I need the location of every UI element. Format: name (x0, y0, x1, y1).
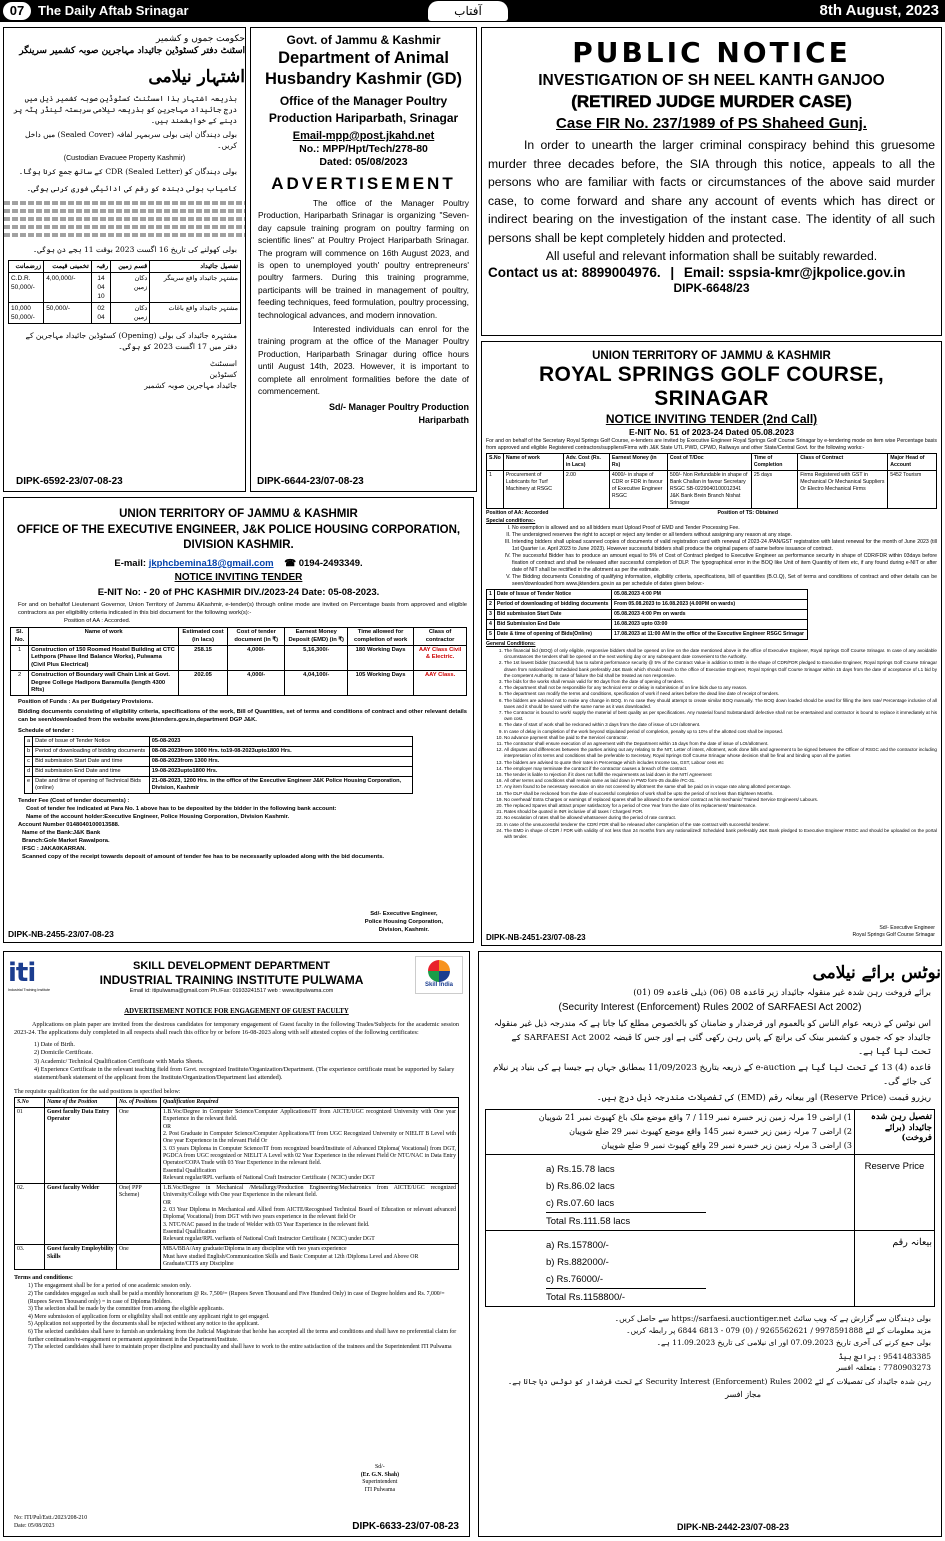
ad1-heading: اشتہار نیلامی (148, 67, 245, 87)
ad4-posaa: Position of AA: Accorded (486, 510, 549, 516)
ad6-title2: INDUSTRIAL TRAINING INSTITUTE PULWAMA (99, 973, 364, 987)
ad3-contact: Contact us at: 8899004976. (488, 265, 661, 280)
iti-pulwama-ad: iti Industrial Training Institute SKILL DEVELOPMENT DEPARTMENT INDUSTRIAL TRAINING INSTITUTE PULWAMA Email id: itipulwama@gmail.com Ph./Fax: 01933241517 web : www.itipulwama.com Skill India ADVERTISEMENT NOTICE FOR ENGAGEMENT OF GUEST FACULTY Applications on plain paper are invited from the desirous candidates for temporary engagement of Guest faculty in the following Trades/Subjects for the academic session 2023-24. The applications duly completed in all respects shall reach this office by or before 16-08-2023 along with self attested copies of the following certificates: 1) Date of Birth. 2) Domicile Certificate. 3) Academic/ Technical Qualification Certificate with Marks Sheets. 4) Experience Certificate in the relevant teaching field from Govt. recognized Institute/Organization/Department. (The experience certificate must be supported by Salary statement/bank statement of the applicant from the Institute/Organization/Department last attended). The requisite qualification for the said positions is specified below: S.No Name of the Position No. of Positions Qualification Required 01 Guest faculty Data Entry Operator One 1.B.Voc/Degree in Computer Science/Computer Applications/IT from AICTE/UGC recognized University with One year Experience in the relevant field. OR 2. Post Graduate in Computer Science/Computer Applications/IT from UGC Recognized University or NIELIT B Level with One year Experience in the relevant Field Or 3. 03 years Diploma in Computer Science/IT from recognized board/Institute of Advanced Diploma( Vocational) from DGT, PGDCA from UGC recognized or NIELIT A Level with 02 Year Experience in the relevant Field Or NTC/NAC in Data Entry Operator/COPA Trade with 03 Year Experience in the relevant field. Essential Qualification Relevant regular/RPL varfiants of National Craft Instructor Certificate ( NCIC) under DGT 02. Guest faculty Welder One( PPP Scheme) 1.B.Voc/Degree in Mechanical /Metallurgy/Production Engineering/Mechatronics from AICTE/UGC recognized University/College with One year Experience in the relevant field. OR 2. 03 Year Diploma in Mechanical and Allied from AICTE/Recognised Technical Board of Education or relevant advanced Diploma( Vocational) from DGT with two years experience in the relevant field Or 3. NTC/NAC passed in the trade of Welder with 03 Year Experience in the relevant field. Essential Qualification Relevant regular/RPL varfiants of National Craft Instructor Certificate ( NCIC) under DGT 03. Guest faculty Employbility Skills One MBA/BBA/Any graduate/Diploma in any discipline with two years experience Must have studied English/Communication Skills and Basic Computer at 12th /Diploma Level and Above OR Graduate/CITS any Discipline Terms and conditions: 1) The engagement shall be for a period of one academic session only. 2) The candidates engaged as such shall be paid a monthly honorarium @ Rs. 7,500/= (Rupees Seven Thousand and Five Hundred Only) in case of Degree holders and Rs. 7,000/= (Rupees Seven Thousand only) = in case of Diploma Holders. 3) The selection shall be made by the committee from among the eligible applicants. 4) Mere submission of application form or eligibility shall not entitle any applicant right to get engaged. 5) Application not supported by the documents shall be rejected without any notice to the applicant. 6) The selected candidates shall have to furnish an undertaking from the Judicial Magistrate that he/she has accepted all the terms and conditions and shall have no preferential claim for further continuation/re-engagement or permanent appointment in the Department/Institute. 7) The selected candidates shall have to maintain proper discipline and punctuality and shall have to work to the entire satisfaction of the trainees and the Superintendent ITI Pulwama Sd/- (Er. G.N. Shah) Superintendent ITI Pulwama No: ITI/Pul/Estt./2023/208-210 Date: 05/08/2023 DIPK-6633-23/07-08-23 (3, 951, 470, 1537)
ad4-ut: UNION TERRITORY OF JAMMU & KASHMIR (592, 350, 831, 362)
ad4-table: S.No Name of work Adv. Cost (Rs. in Lacs) Earnest Money (in Rs) Cost of T/Doc Time of Completion Class of Contract Major Head of Account 1 Procurement of Lubricants for Turf Machinery at RSGC 2.00 4000/- in shape of CDR or FDR in favour of Executive Engineer RSGC 500/- Non Refundable in shape of Bank Challan in favour Secretary RSGC SB-0229040100012341 J&K Bank Brein Branch Nishat Srinagar 25 days Firms Registered with GST in Mechanical Or Mechanical Suppliers Or Electro Mechanical Firms 5452 Tourism (486, 453, 937, 509)
ad5-p4: Tender Fee (Cost of tender documents) : (18, 797, 130, 804)
ad5-funds: Position of Funds : As per Budgetary Provisions. (18, 699, 154, 706)
table-row: 4 Bid Submission End Date 16.08.2023 upto 03:00 (487, 620, 808, 630)
ad6-title1: SKILL DEVELOPMENT DEPARTMENT (133, 960, 330, 972)
ad2-p2: Interested individuals can enrol for the training program at the office of the Manager Poultry Production, Hariparbath Srinagar during office hours until August 14th, 2023. However, it is important to complete all enrolment formalities before the date of commencement. (258, 324, 469, 397)
ad1-sign1: اسسٹنٹ (210, 359, 237, 368)
ad5-sign1: Sd/- Executive Engineer, (370, 911, 438, 917)
ad7-p4: بولی دہندگان سے گزارش ہے کہ ویب سائٹ https://sarfaesi.auctiontiger.net سے حاصل کریں۔ (614, 1314, 931, 1323)
ad2-dept: Department of Animal Husbandry Kashmir (GD) (264, 49, 463, 88)
ad2-email: Email-mpp@post.jkahd.net (292, 130, 435, 142)
ad5-enit: E-NIT No: - 20 of PHC KASHMIR DIV./2023-24 Date: 05-08-2023. (97, 587, 380, 598)
ad4-enit: E-NIT No. 51 of 2023-24 Dated 05.08.2023 (629, 427, 794, 437)
table-row: 10,000 50,000/- 50,000/- 02 04 دکان زمین مشتہر جائیداد واقع باغات (9, 303, 241, 324)
ad1-intro: بذریعہ اشتہار ہذا اسسٹنٹ کسٹوڈین صوبہ کشمیر ذیل میں درج جائیداد مہاجرین کو بذریعہ نیلامی سربستہ ٹینڈر پٹہ پر دینے کے خواہشمند ہیں۔ (13, 94, 237, 125)
ad2-no: No.: MPP/Hpt/Tech/278-80 (299, 143, 428, 155)
ad7-heading: نوٹس برائے نیلامی (812, 963, 941, 983)
ad1-sign3: جائیداد مہاجرین صوبہ کشمیر (144, 381, 237, 390)
ad1-sign2: کسٹوڈین (209, 370, 237, 379)
ad3-email: Email: sspsia-kmr@jkpolice.gov.in (683, 265, 906, 280)
table-row: 1 Procurement of Lubricants for Turf Machinery at RSGC 2.00 4000/- in shape of CDR or FDR in favour of Executive Engineer RSGC 500/- Non Refundable in shape of Bank Challan in favour Secretary RSGC SB-0229040100012341 J&K Bank Brein Branch Nishat Srinagar 25 days Firms Registered with GST in Mechanical Or Mechanical Suppliers Or Electro Mechanical Firms 5452 Tourism (487, 471, 937, 509)
ad5-schedule (24, 736, 413, 794)
ad3-title: PUBLIC NOTICE (572, 36, 851, 69)
ad4-schedule (486, 589, 808, 640)
iti-logo: iti Industrial Training Institute (8, 958, 50, 992)
animal-husbandry-ad (250, 27, 477, 492)
ad1-p1: بولی دہندگان اپنی بولی سربمہر لفافہ (Sealed Cover) میں داخل کریں۔ (25, 130, 237, 150)
ad1-dipk: DIPK-6592-23/07-08-23 (16, 476, 123, 487)
ad5-ut: UNION TERRITORY OF JAMMU & KASHMIR (119, 508, 358, 520)
ad5-nit: NOTICE INVITING TENDER (174, 572, 303, 583)
ad1-p2: (Custodian Evacuee Property Kashmir) (63, 155, 186, 162)
ad6-terms: 1) The engagement shall be for a period of one academic session only. 2) The candidates engaged as such shall be paid a monthly honorarium @ Rs. 7,500/= (Rupees Seven Thousand and Five Hundred Only) in case of Degree holders and Rs. 7,000/= (Rupees Seven Thousand only) = in case of Diploma Holders. 3) The selection shall be made by the committee from among the eligible applicants. 4) Mere submission of application form or eligibility shall not entitle any applicant right to get engaged. 5) Application not supported by the documents shall be rejected without any notice to the applicant. 6) The selected candidates shall have to furnish an undertaking from the Judicial Magistrate that he/she has accepted all the terms and conditions and shall have no preferential claim for further continuation/re-engagement or permanent appointment in the Department/Institute. 7) The selected candidates shall have to maintain proper discipline and punctuality and shall have to work to the entire satisfaction of the trainees and the Superintendent ITI Pulwama (28, 1283, 457, 1351)
ad4-dipk: DIPK-NB-2451-23/07-08-23 (486, 933, 586, 942)
ad5-p3: Schedule of tender : (18, 727, 74, 734)
ad7-p2: قاعدہ (4) 13 کے تحت لیا گیا ہے e-auction کے ذریعہ بتاریخ 11/09/2023 بمطابق جہاں ہے جیسا ہے کی بنیاد پر نیلام کی جائے گی۔ (493, 1063, 931, 1087)
ad7-act: (Security Interest (Enforcement) Rules 2002 of SARFAESI Act 2002) (558, 1002, 862, 1013)
ad7-table (485, 1109, 935, 1307)
aftab-logo: آفتاب (428, 1, 508, 21)
ad2-dated: Dated: 05/08/2023 (319, 156, 408, 168)
table-row: 1 Construction of 150 Roomed Hostel Building at CTC Lethpora (Phase IInd Balance Works), Pulwama (Civil Plus Electrical) 258.15 4,000/- 5,16,300/- 180 Working Days AAY Class Civil & Electric. (11, 646, 467, 671)
ad5-intro: For and on behalfof Lieutenant Governor, Union Territory of Jammu &Kashmir, e-tender(s) through online mode are invited on Percentage basis from approved and eligible contractors as per eligibility criteria indicated in this bid document for the following work(s):- (18, 602, 467, 616)
ad2-govt: Govt. of Jammu & Kashmir (286, 33, 441, 47)
table-row: 02. Guest faculty Welder One( PPP Scheme) 1.B.Voc/Degree in Mechanical /Metallurgy/Production Engineering/Mechatronics from AICTE/UGC recognized University/College with One year Experience in the relevant field. OR 2. 03 Year Diploma in Mechanical and Allied from AICTE/Recognised Technical Board of Education or relevant advanced Diploma( Vocational) from DGT with two years experience in the relevant field Or 3. NTC/NAC passed in the trade of Welder with 03 Year Experience in the relevant field. Essential Qualification Relevant regular/RPL varfiants of National Craft Instructor Certificate ( NCIC) under DGT (15, 1184, 459, 1245)
ad1-title2: اسٹنٹ دفتر کسٹوڈین جائیداد مہاجرین صوبہ کشمیر سرینگر (19, 46, 245, 56)
ad7-dipk: DIPK-NB-2442-23/07-08-23 (677, 1522, 790, 1532)
skill-india-logo: Skill India (415, 956, 463, 994)
ad4-sign2: Royal Springs Golf Course Srinagar (852, 932, 935, 938)
table-row: c Bid submission Start Date and time 08-08-2023from 1300 Hrs. (25, 756, 413, 766)
ad6-dipk: DIPK-6633-23/07-08-23 (352, 1521, 459, 1532)
table-row: 2 Construction of Boundary wall Chain Link at Govt. Degree College Hadipora Baramulla (length 4300 Rfts) 202.05 4,000/- 4,04,100/- 105 Working Days AAY Class. (11, 671, 467, 696)
ad6-signatory: (Er. G.N. Shah) (360, 1471, 399, 1478)
custodian-auction-ad (3, 27, 246, 492)
ad7-p6: بولی جمع کرنے کی آخری تاریخ 07.09.2023 اور ای نیلامی کی تاریخ 11.09.2023 ہے۔ (656, 1338, 931, 1347)
ad5-dipk: DIPK-NB-2455-23/07-08-23 (8, 929, 114, 939)
ad2-dipk: DIPK-6644-23/07-08-23 (257, 476, 364, 487)
table-row: C.D.R. 50,000/- 4,00,000/- 14 04 10 دکان زمین مشتہر جائیداد واقع سرینگر (9, 273, 241, 303)
ad7-intro: برائے فروخت رہن شدہ غیر منقولہ جائیداد زیر قاعدہ 08 (06) ذیلی قاعدہ 09 (01) (633, 988, 931, 998)
table-row: 01 Guest faculty Data Entry Operator One 1.B.Voc/Degree in Computer Science/Computer Applications/IT from AICTE/UGC recognized University with One year Experience in the relevant field. OR 2. Post Graduate in Computer Science/Computer Applications/IT from UGC Recognized University or NIELIT B Level with One year Experience in the relevant Field Or 3. 03 years Diploma in Computer Science/IT from recognized board/Institute of Advanced Diploma( Vocational) from DGT, PGDCA from UGC recognized or NIELIT A Level with 02 Year Experience in the relevant Field Or NTC/NAC in Data Entry Operator/COPA Trade with 03 Year Experience in the relevant field. Essential Qualification Relevant regular/RPL varfiants of National Craft Instructor Certificate ( NCIC) under DGT (15, 1108, 459, 1184)
ad5-p2: Bidding documents consisting of eligibility criteria, specifications of the work, Bill of Quantities, set of terms and conditions of contract and other relevant details can be seen/downloaded from the website www.jktenders.gov.in,department DGP J&K. (18, 709, 467, 724)
table-row: d Bid submission End Date and time 19-08-2023upto1800 Hrs. (25, 766, 413, 776)
ad4-nit: NOTICE INVITING TENDER (2nd Call) (605, 412, 818, 426)
ad3-sub2: (RETIRED JUDGE MURDER CASE) (571, 92, 852, 111)
ad3-sub1: INVESTIGATION OF SH NEEL KANTH GANJOO (538, 72, 885, 89)
ad4-name: ROYAL SPRINGS GOLF COURSE, SRINAGAR (538, 363, 885, 410)
ad5-office: OFFICE OF THE EXECUTIVE ENGINEER, J&K POLICE HOUSING CORPORATION, DIVISION KASHMIR. (16, 524, 461, 551)
table-row: a) Rs.15.78 lacs b) Rs.86.02 lacs c) Rs.07.60 lacs Total Rs.111.58 lacs Reserve Price (486, 1155, 935, 1231)
ad2-heading: ADVERTISEMENT (271, 174, 456, 193)
ad2-p1: The office of the Manager Poultry Production, Hariparbath Srinagar is organizing "Seven-day capsule training program on poultry farming on scientific lines" at Poultry Project Hariparbath Srinagar. The program will commence on 16th August 2023, and is open to unemployed youth' poultry entrepreneurs' poultry farmers. During this training programme, participants will be trained in management of poultry, feeding techniques, feed formulation, poultry processing, technological advances, and modern innovation. (258, 198, 469, 320)
table-row: a) Rs.157800/- b) Rs.882000/- c) Rs.76000/- Total Rs.1158800/- بیعانہ رقم (486, 1231, 935, 1307)
ad6-contact: Email id: itipulwama@gmail.com Ph./Fax: 01933241517 web : www.itipulwama.com (129, 988, 334, 994)
ad6-req: The requisite qualification for the said positions is specified below: (14, 1087, 181, 1095)
police-housing-tender-ad: UNION TERRITORY OF JAMMU & KASHMIR OFFICE OF THE EXECUTIVE ENGINEER, J&K POLICE HOUSING CORPORATION, DIVISION KASHMIR. E-mail: jkphcbemina18@gmail.com ☎ 0194-2493349. NOTICE INVITING TENDER E-NIT No: - 20 of PHC KASHMIR DIV./2023-24 Date: 05-08-2023. For and on behalfof Lieutenant Governor, Union Territory of Jammu &Kashmir, e-tender(s) through online mode are invited on Percentage basis from approved and eligible contractors as per eligibility criteria indicated in this bid document for the following work(s):- Position of AA : Accorded. Sl. No. Name of work Estimated cost (in lacs) Cost of tender document (in ₹) Earnest Money Deposit (EMD) (in ₹) Time allowed for completion of work Class of contractor 1 Construction of 150 Roomed Hostel Building at CTC Lethpora (Phase IInd Balance Works), Pulwama (Civil Plus Electrical) 258.15 4,000/- 5,16,300/- 180 Working Days AAY Class Civil & Electric. 2 Construction of Boundary wall Chain Link at Govt. Degree College Hadipora Baramulla (length 4300 Rfts) 202.05 4,000/- 4,04,100/- 105 Working Days AAY Class. Position of Funds : As per Budgetary Provisions. Bidding documents consisting of eligibility criteria, specifications of the work, Bill of Quantities, set of terms and conditions of contract and other relevant details can be seen/downloaded from the website www.jktenders.gov.in,department DGP J&K. Schedule of tender : a Date of Issue of Tender Notice 05-08-2023 b Period of downloading of bidding documents 08-08-2023from 1000 Hrs. to19-08-2023upto1800 Hrs. c Bid submission Start Date and time 08-08-2023from 1300 Hrs. d Bid submission End Date and time 19-08-2023upto1800 Hrs. e Date and time of opening of Technical Bids (online) 21-08-2023, 1200 Hrs. in the office of the Executive Engineer J&K Police Housing Corporation, Division, Kashmir Tender Fee (Cost of tender documents) : Cost of tender fee indicated at Para No. 1 above has to be deposited by the bidder in the following bank account: Name of the account holder:Executive Engineer, Police Housing Corporation, Division Kashmir. Account Number 0148040100013588. Name of the Bank:J&K Bank Branch:Gole Market Rawalpora. IFSC : JAKA0KARRAN. Scanned copy of the receipt towards deposit of amount of tender fee has to be necessarily uploaded along with the bid documents. Sd/- Executive Engineer, Police Housing Corporation, Division, Kashmir. DIPK-NB-2455-23/07-08-23 (3, 497, 474, 943)
issue-date: 8th August, 2023 (819, 2, 939, 19)
table-row: a Date of Issue of Tender Notice 05-08-2023 (25, 736, 413, 746)
ad7-p5: مزید معلومات کے لئے 9978591888 / 9265562621 / (0) 079 - 6813 6844 پر رابطہ کریں۔ (626, 1326, 931, 1335)
ad1-p4: کامیاب بولی دہندہ کو رقم کی ادائیگی فوری کرنی ہوگی۔ (26, 184, 237, 193)
ad3-dipk: DIPK-6648/23 (673, 281, 750, 295)
table-row: 5 Date & time of opening of Bids(Online) 17.08.2023 at 11:00 AM in the office of the Executive Engineer RSGC Srinagar (487, 630, 808, 640)
table-row: 1) اراضی 19 مرلہ زمین زیر خسرہ نمبر 119 / 7 واقع موضع ملک باغ کھیوٹ نمبر 21 شوپیان 2) اراضی 7 مرلہ زمین زیر خسرہ نمبر 145 واقع موضع کھیوٹ نمبر 29 ضلع شوپیان 3) اراضی 3 مرلہ زمین زیر خسرہ نمبر 29 واقع کھیوٹ نمبر 9 ضلع شوپیان تفصیل رہن شدہ جائیداد (برائے فروخت) (486, 1110, 935, 1155)
reserve-total: Total Rs.111.58 lacs (546, 1212, 706, 1230)
ad2-sign: Sd/- Manager Poultry Production Hariparbath (328, 401, 469, 425)
ad2-office: Office of the Manager Poultry Production Hariparbath, Srinagar (268, 94, 459, 125)
royal-springs-tender-ad: UNION TERRITORY OF JAMMU & KASHMIR ROYAL SPRINGS GOLF COURSE, SRINAGAR NOTICE INVITING TENDER (2nd Call) E-NIT No. 51 of 2023-24 Dated 05.08.2023 For and on behalf of the Secretary Royal Springs Golf Course, e-tenders are invited by Executive Engineer Royal Springs Golf Course Srinagar by e-tendering mode on item wise Percentage basis from approved and eligible Registered contractors/suppliers/Firms with J&K State UTL PWD, CPWD, Railways and other State/Central Govt. for the following works:- S.No Name of work Adv. Cost (Rs. in Lacs) Earnest Money (in Rs) Cost of T/Doc Time of Completion Class of Contract Major Head of Account 1 Procurement of Lubricants for Turf Machinery at RSGC 2.00 4000/- in shape of CDR or FDR in favour of Executive Engineer RSGC 500/- Non Refundable in shape of Bank Challan in favour Secretary RSGC SB-0229040100012341 J&K Bank Brein Branch Nishat Srinagar 25 days Firms Registered with GST in Mechanical Or Mechanical Suppliers Or Electro Mechanical Firms 5452 Tourism Position of AA: Accorded Position of TS: Obtained Special conditions:- I. No exemption is allowed and so all bidders must Upload Proof of EMD and Tender Processing Fee. II. The undersigned reserves the right to accept or reject any tender or all tenders without assigning any reason at any stage. III. Intending bidders shall upload scanned copies of documents of valid registration card with renewal of 2023-24 /PAN/GST registration with latest renewal for the month of June 2023 (till 1st Quarter i.e. April 2023 to June 2023). However successful bidders shall produce the original papers of same before issuance of contract. IV. The successful Bidder has to produce an amount equal to 5% of Cost of Contract pledged to Executive Engineer as performance security in shape of CDR/FDR within 03days before fixation of contract and shall be released after successful completion of DLP. The typographical error in the BOQ like Unit of item Quantity of item etc, if any found during e-NIT or after date of NIT shall be rectified in the allotment as per the estimate. V. The Bidding documents Consisting of qualifying information, eligibility criteria, specifications, bill of quantities (B.O.Q), Set of terms and conditions of contract and other details can be seen/downloaded from www.jktenders.gov.in as per schedule of dates given below:- 1 Date of Issue of Tender Notice 05.08.2023 4:00 PM 2 Period of downloading of bidding documents From 05.08.2023 to 16.08.2023 (4.00PM on wards) 3 Bid submission Start Date 05.08.2023 4:00 Pm on wards 4 Bid Submission End Date 16.08.2023 upto 03:00 5 Date & time of opening of Bids(Online) 17.08.2023 at 11:00 AM in the office of the Executive Engineer RSGC Srinagar General Conditions: 1. The financial bid (BOQ) of only eligible, responsive bidders shall be opened on line on the date mentioned above in the office of Executive Engineer, Royal Springs Golf Course Srinagar. In case of any avoidable circumstances the tenders shall be opened on the next working day or any subsequent date convenient to the Authority. 2. The 1st lowest bidder (Successful) has to submit performance security @ 5% of the Contract Value in addition to EMD in the shape of CDR/FDR pledged to Executive Engineer, Royal Springs Golf Course Srinagar drawn from nationalized/ Scheduled bank preferably J&K Bank which should reach to the office of Executive Engineer, Royal Springs Golf Course Srinagar within 15 days from the date of acceptance of L1 bid by the competent Authority. In case of failure the bid shall be treated as non responsive. 3. The bids for the works shall remain valid for 90 days from the date of opening of tenders. 4. The department shall not be responsible for any technical error or delay in submission of on line bids due to any reason. 5. The department can modify the terms and conditions, specification of work if need arises before the dead line date of receipt of tenders. 6. The bidders are advised not to make any change in BOQ. In no case they should attempt to create similar BOQ manually. The BOQ down loaded should be used for filling the item rate/ Percentage inclusive of all taxes and it should be saved with the same name as it was downloaded. 7. The Contractor is bound to work/ supply the material of best quality as per specifications. Any material found Substandard/ defective shall not be entertained and contractor is bound to replace it immediately at his own cost. 8. The date of start of work shall be reckoned within 3 days from the date of issue of LOI /allotment. 9. In case of delay in completion of the work beyond stipulated period of completion, penalty up to 10% of the allotted cost shall be imposed. 10. No advance payment shall be paid to the Service/ contractor. 11. The contractor shall ensure execution of an agreement with the Department within 15 days from the date of issue of LOI/allotment. 12. All disputes and differences between the parties arising out any relating to the NIT, Letter of intent, Allotment, work done bills and agreement to be signed between the Officer of RSGC and the contractor including interpretation of its terms and conditions shall be preferable to Secretary, Royal Springs Golf Course Srinagar whose decision shall be final and binding upon all the parties 13. The bidders are advised to quote their rates in Percentage which includes Income tax, GST, Labour cess etc 14. The employer may terminate the contract if the contractor causes a breach of the contract. 15. The tender is liable to rejection if it does not fulfill the requirements as laid down in the NIT/ Agreement 16. All other terms and conditions shall remain same as laid down in PWD form-25 double /FC-31. 17. Any item found to be necessary execution on site not covered by allotment the same shall be paid on in voque rate along allotted percentage. 18. The DLP shall be reckoned from the date of successful completion of work shall be upto the period of not less than Eighteen Months. 19. No overhead/ Extra Charges or earnings of replaced spares shall be allowed to the service/ contract as his mechanic/ Trained Service Engineers/ Labours. 20. The replaced Spares shall attract proper satisfactory for a period of One Year from the date of its replacement/ Maintenance. 21. Rates should be quoted in INR inclusive of all taxes / Charges/ FOR. 22. No escalation of rates shall be allowed whatsoever during the period of rate contract. 23. In case of the unsuccessful tenderer the CDR/ FDR shall be released after completion of the rate contract with successful tenderer. 24. The EMD in shape of CDR / FDR with validity of not less than 24 months from any nationalized/ Scheduled bank preferably J&K Bank pledged to Executive Engineer RSGC and should be uploaded on the portal with tender. Sd/- Executive Engineer Royal Springs Golf Course Srinagar DIPK-NB-2451-23/07-08-23 (481, 341, 942, 946)
ad7-p3: ریزرو قیمت (Reserve Price) اور بیعانہ رقم (EMD) کی تفصیلات مندرجہ ذیل درج ہیں۔ (596, 1093, 931, 1103)
ad7-p7: رہن شدہ جائیداد کی تفصیلات کے لئے Security Interest (Enforcement) Rules 2002 کے تحت قرضدار کو نوٹس دیا جاتا ہے۔ (507, 1377, 931, 1386)
ad1-table: زرضمانت تخمینی قیمت رقبہ قسم زمین تفصیل جائیداد C.D.R. 50,000/- 4,00,000/- 14 04 10 دکان زمین مشتہر جائیداد واقع سرینگر 10,000 50,000/- 50,000/- 02 04 دکان زمین مشتہر جائیداد واقع باغات (8, 260, 241, 324)
phone-icon: ☎ (284, 558, 297, 569)
table-row: 2 Period of downloading of bidding documents From 05.08.2023 to 16.08.2023 (4.00PM on wards) (487, 600, 808, 610)
emd-total: Total Rs.1158800/- (546, 1288, 706, 1306)
public-notice-ad: PUBLIC NOTICE INVESTIGATION OF SH NEEL KANTH GANJOO (RETIRED JUDGE MURDER CASE) Case FIR No. 237/1989 of PS Shaheed Gunj. In order to unearth the larger criminal conspiracy behind this gruesome murder three decades before, the SIA through this notice, appeals to all the persons who are familiar with facts or circumstances of the above said murder case, to come forward and share any account of events which has direct or indirect bearing on the investigation of the instant case. The identity of all such persons shall be kept completely hidden and protected. All useful and relevant information shall be suitably rewarded. Contact us at: 8899004976. | Email: sspsia-kmr@jkpolice.gov.in DIPK-6648/23 (481, 27, 942, 336)
ad7-p1: اس نوٹس کے ذریعہ عوام الناس کو بالعموم اور قرضدار و ضامنان کو بالخصوص مطلع کیا جاتا ہے کہ مندرجہ ذیل غیر منقولہ جائیداد جو کہ جموں و کشمیر بینک کی برانچ کے پاس رہن رکھی گئی ہے اور جس کا قبضہ SARFAESI Act 2002 کے تحت لیا گیا ہے۔ (493, 1019, 931, 1057)
ad6-heading: ADVERTISEMENT NOTICE FOR ENGAGEMENT OF GUEST FACULTY (124, 1008, 349, 1015)
ad4-posts: Position of TS: Obtained (717, 510, 778, 516)
ad5-phone: 0194-2493349. (298, 558, 363, 569)
paper-name: The Daily Aftab Srinagar (38, 3, 189, 18)
ad3-body: In order to unearth the larger criminal conspiracy behind this gruesome murder three decades before, the SIA through this notice, appeals to all the persons who are familiar with facts or circumstances of the above said murder case, to come forward and share any account of events which has direct or indirect bearing on the investigation of the instant case. The identity of all such persons shall be kept completely hidden and protected. (488, 138, 935, 245)
ad5-posaa: Position of AA : Accorded. (64, 618, 131, 625)
ad1-title1: حکومت جموں و کشمیر (156, 34, 245, 44)
table-row: e Date and time of opening of Technical Bids (online) 21-08-2023, 1200 Hrs. in the office of the Executive Engineer J&K Police Housing Corporation, Division, Kashmir (25, 776, 413, 793)
ad4-intro: For and on behalf of the Secretary Royal Springs Golf Course, e-tenders are invited by Executive Engineer Royal Springs Golf Course Srinagar by e-tendering mode on item wise Percentage basis from approved and eligible Registered contractors/suppliers/Firms with J&K State UTL PWD, CPWD, Railways and other State/Central Govt. for the following works:- (486, 438, 937, 451)
ad6-table: S.No Name of the Position No. of Positions Qualification Required 01 Guest faculty Data Entry Operator One 1.B.Voc/Degree in Computer Science/Computer Applications/IT from AICTE/UGC recognized University with One year Experience in the relevant field. OR 2. Post Graduate in Computer Science/Computer Applications/IT from UGC Recognized University or NIELIT B Level with One year Experience in the relevant Field Or 3. 03 years Diploma in Computer Science/IT from recognized board/Institute of Advanced Diploma( Vocational) from DGT, PGDCA from UGC recognized or NIELIT A Level with 02 Year Experience in the relevant Field Or NTC/NAC in Data Entry Operator/COPA Trade with 03 Year Experience in the relevant field. Essential Qualification Relevant regular/RPL varfiants of National Craft Instructor Certificate ( NCIC) under DGT 02. Guest faculty Welder One( PPP Scheme) 1.B.Voc/Degree in Mechanical /Metallurgy/Production Engineering/Mechatronics from AICTE/UGC recognized University/College with One year Experience in the relevant field. OR 2. 03 Year Diploma in Mechanical and Allied from AICTE/Recognised Technical Board of Education or relevant advanced Diploma( Vocational) from DGT with two years experience in the relevant field Or 3. NTC/NAC passed in the trade of Welder with 03 Year Experience in the relevant field. Essential Qualification Relevant regular/RPL varfiants of National Craft Instructor Certificate ( NCIC) under DGT 03. Guest faculty Employbility Skills One MBA/BBA/Any graduate/Diploma in any discipline with two years experience Must have studied English/Communication Skills and Basic Computer at 12th /Diploma Level and Above OR Graduate/CITS any Discipline (14, 1097, 459, 1271)
page-number: 07 (3, 2, 31, 20)
ad1-p5: بولی کھولنے کی تاریخ 16 اگست 2023 بوقت 11 بجے دن ہوگی۔ (32, 245, 237, 254)
ad6-intro: Applications on plain paper are invited from the desirous candidates for temporary engagement of Guest faculty in the following Trades/Subjects for the academic session 2023-24. The applications duly completed in all respects shall reach this office by or before 16-08-2023 along with self attested copies of the following certificates: (14, 1021, 459, 1037)
ad7-sign: مجاز افسر (725, 1390, 761, 1399)
newspaper-header (0, 0, 945, 22)
table-row: 3 Bid submission Start Date 05.08.2023 4:00 Pm on wards (487, 610, 808, 620)
ad3-case: Case FIR No. 237/1989 of PS Shaheed Gunj. (556, 115, 867, 132)
sarfaesi-auction-ad: نوٹس برائے نیلامی برائے فروخت رہن شدہ غیر منقولہ جائیداد زیر قاعدہ 08 (06) ذیلی قاعدہ 09 (01) (Security Interest (Enforcement) Rules 2002 of SARFAESI Act 2002) اس نوٹس کے ذریعہ عوام الناس کو بالعموم اور قرضدار و ضامنان کو بالخصوص مطلع کیا جاتا ہے کہ مندرجہ ذیل غیر منقولہ جائیداد جو کہ جموں و کشمیر بینک کی برانچ کے پاس رہن رکھی گئی ہے اور جس کا قبضہ SARFAESI Act 2002 کے تحت لیا گیا ہے۔ قاعدہ (4) 13 کے تحت لیا گیا ہے e-auction کے ذریعہ بتاریخ 11/09/2023 بمطابق جہاں ہے جیسا ہے کی بنیاد پر نیلام کی جائے گی۔ ریزرو قیمت (Reserve Price) اور بیعانہ رقم (EMD) کی تفصیلات مندرجہ ذیل درج ہیں۔ 1) اراضی 19 مرلہ زمین زیر خسرہ نمبر 119 / 7 واقع موضع ملک باغ کھیوٹ نمبر 21 شوپیان 2) اراضی 7 مرلہ زمین زیر خسرہ نمبر 145 واقع موضع کھیوٹ نمبر 29 ضلع شوپیان 3) اراضی 3 مرلہ زمین زیر خسرہ نمبر 29 واقع کھیوٹ نمبر 9 ضلع شوپیان تفصیل رہن شدہ جائیداد (برائے فروخت) a) Rs.15.78 lacs b) Rs.86.02 lacs c) Rs.07.60 lacs Total Rs.111.58 lacs Reserve Price a) Rs.157800/- b) Rs.882000/- c) Rs.76000/- Total Rs.1158800/- بیعانہ رقم بولی دہندگان سے گزارش ہے کہ ویب سائٹ https://sarfaesi.auctiontiger.net سے حاصل کریں۔ مزید معلومات کے لئے 9978591888 / 9265562621 / (0) 079 - 6813 6844 پر رابطہ کریں۔ بولی جمع کرنے کی آخری تاریخ 07.09.2023 اور ای نیلامی کی تاریخ 11.09.2023 ہے۔ 9541483385 : برانچ ہیڈ 7780903273 : متعلقہ افسر رہن شدہ جائیداد کی تفصیلات کے لئے Security Interest (Enforcement) Rules 2002 کے تحت قرضدار کو نوٹس دیا جاتا ہے۔ مجاز افسر DIPK-NB-2442-23/07-08-23 (478, 951, 942, 1537)
ad1-closing: مشتہرہ جائیداد کی بولی (Opening) کسٹوڈین جائیداد مہاجرین کے دفتر میں 17 اگست 2023 کو ہوگی۔ (25, 331, 237, 351)
table-row: 03. Guest faculty Employbility Skills One MBA/BBA/Any graduate/Diploma in any discipline with two years experience Must have studied English/Communication Skills and Basic Computer at 12th /Diploma Level and Above OR Graduate/CITS any Discipline (15, 1245, 459, 1270)
ad5-table: Sl. No. Name of work Estimated cost (in lacs) Cost of tender document (in ₹) Earnest Money Deposit (EMD) (in ₹) Time allowed for completion of work Class of contractor 1 Construction of 150 Roomed Hostel Building at CTC Lethpora (Phase IInd Balance Works), Pulwama (Civil Plus Electrical) 258.15 4,000/- 5,16,300/- 180 Working Days AAY Class Civil & Electric. 2 Construction of Boundary wall Chain Link at Govt. Degree College Hadipora Baramulla (length 4300 Rfts) 202.05 4,000/- 4,04,100/- 105 Working Days AAY Class. (10, 627, 467, 696)
table-row: 1 Date of Issue of Tender Notice 05.08.2023 4:00 PM (487, 590, 808, 600)
ad1-p3: بولی دہندگان کو CDR (Sealed Letter) کے ساتھ جمع کرنا ہوگا۔ (18, 167, 237, 176)
ad4-general-conditions: 1. The financial bid (BOQ) of only eligible, responsive bidders shall be opened on line on the date mentioned above in the office of Executive Engineer, Royal Springs Golf Course Srinagar. In case of any avoidable circumstances the tenders shall be opened on the next working day or any subsequent date convenient to the Authority. 2. The 1st lowest bidder (Successful) has to submit performance security @ 5% of the Contract Value in addition to EMD in the shape of CDR/FDR pledged to Executive Engineer, Royal Springs Golf Course Srinagar drawn from nationalized/ Scheduled bank preferably J&K Bank which should reach to the office of Executive Engineer, Royal Springs Golf Course Srinagar within 15 days from the date of acceptance of L1 bid by the competent Authority. In case of failure the bid shall be treated as non responsive. 3. The bids for the works shall remain valid for 90 days from the date of opening of tenders. 4. The department shall not be responsible for any technical error or delay in submission of on line bids due to any reason. 5. The department can modify the terms and conditions, specification of work if need arises before the dead line date of receipt of tenders. 6. The bidders are advised not to make any change in BOQ. In no case they should attempt to create similar BOQ manually. The BOQ down loaded should be used for filling the item rate/ Percentage inclusive of all taxes and it should be saved with the same name as it was downloaded. 7. The Contractor is bound to work/ supply the material of best quality as per specifications. Any material found Substandard/ defective shall not be entertained and contractor is bound to replace it immediately at his own cost. 8. The date of start of work shall be reckoned within 3 days from the date of issue of LOI /allotment. 9. In case of delay in completion of the work beyond stipulated period of completion, penalty up to 10% of the allotted cost shall be imposed. 10. No advance payment shall be paid to the Service/ contractor. 11. The contractor shall ensure execution of an agreement with the Department within 15 days from the date of issue of LOI/allotment. 12. All disputes and differences between the parties arising out any relating to the NIT, Letter of intent, Allotment, work done bills and agreement to be signed between the Officer of RSGC and the contractor including interpretation of its terms and conditions shall be preferable to Secretary, Royal Springs Golf Course Srinagar whose decision shall be final and binding upon all the parties 13. The bidders are advised to quote their rates in Percentage which includes Income tax, GST, Labour cess etc 14. The employer may terminate the contract if the contractor causes a breach of the contract. 15. The tender is liable to rejection if it does not fulfill the requirements as laid down in the NIT/ Agreement 16. All other terms and conditions shall remain same as laid down in PWD form-25 double /FC-31. 17. Any item found to be necessary execution on site not covered by allotment the same shall be paid on in voque rate along allotted percentage. 18. The DLP shall be reckoned from the date of successful completion of work shall be upto the period of not less than Eighteen Months. 19. No overhead/ Extra Charges or earnings of replaced spares shall be allowed to the service/ contract as his mechanic/ Trained Service Engineers/ Labours. 20. The replaced Spares shall attract proper satisfactory for a period of One Year from the date of its replacement/ Maintenance. 21. Rates should be quoted in INR inclusive of all taxes / Charges/ FOR. 22. No escalation of rates shall be allowed whatsoever during the period of rate contract. 23. In case of the unsuccessful tenderer the CDR/ FDR shall be released after completion of the rate contract with successful tenderer. 24. The EMD in shape of CDR / FDR with validity of not less than 24 months from any nationalized/ Scheduled bank preferably J&K Bank pledged to Executive Engineer RSGC and should be uploaded on the portal with tender. (482, 648, 941, 840)
ad3-reward: All useful and relevant information shall be suitably rewarded. (545, 249, 878, 263)
table-row: b Period of downloading of bidding documents 08-08-2023from 1000 Hrs. to19-08-2023upto1800 Hrs. (25, 746, 413, 756)
ad4-special-conditions: I. No exemption is allowed and so all bidders must Upload Proof of EMD and Tender Processing Fee. II. The undersigned reserves the right to accept or reject any tender or all tenders without assigning any reason at any stage. III. Intending bidders shall upload scanned copies of documents of valid registration card with renewal of 2023-24 /PAN/GST registration with latest renewal for the month of June 2023 (till 1st Quarter i.e. April 2023 to June 2023). However successful bidders shall produce the original papers of same before issuance of contract. IV. The successful Bidder has to produce an amount equal to 5% of Cost of Contract pledged to Executive Engineer as performance security in shape of CDR/FDR within 03days before fixation of contract and shall be released after successful completion of DLP. The typographical error in the BOQ like Unit of item Quantity of item etc, if any found during e-NIT or after date of NIT shall be rectified in the allotment as per the estimate. V. The Bidding documents Consisting of qualifying information, eligibility criteria, specifications, bill of quantities (B.O.Q), Set of terms and conditions of contract and other details can be seen/downloaded from www.jktenders.gov.in as per schedule of dates given below:- (482, 525, 941, 588)
ad5-email-link[interactable]: jkphcbemina18@gmail.com (148, 558, 274, 569)
ad4-sign1: Sd/- Executive Engineer (879, 925, 935, 931)
skill-india-icon (428, 960, 450, 982)
